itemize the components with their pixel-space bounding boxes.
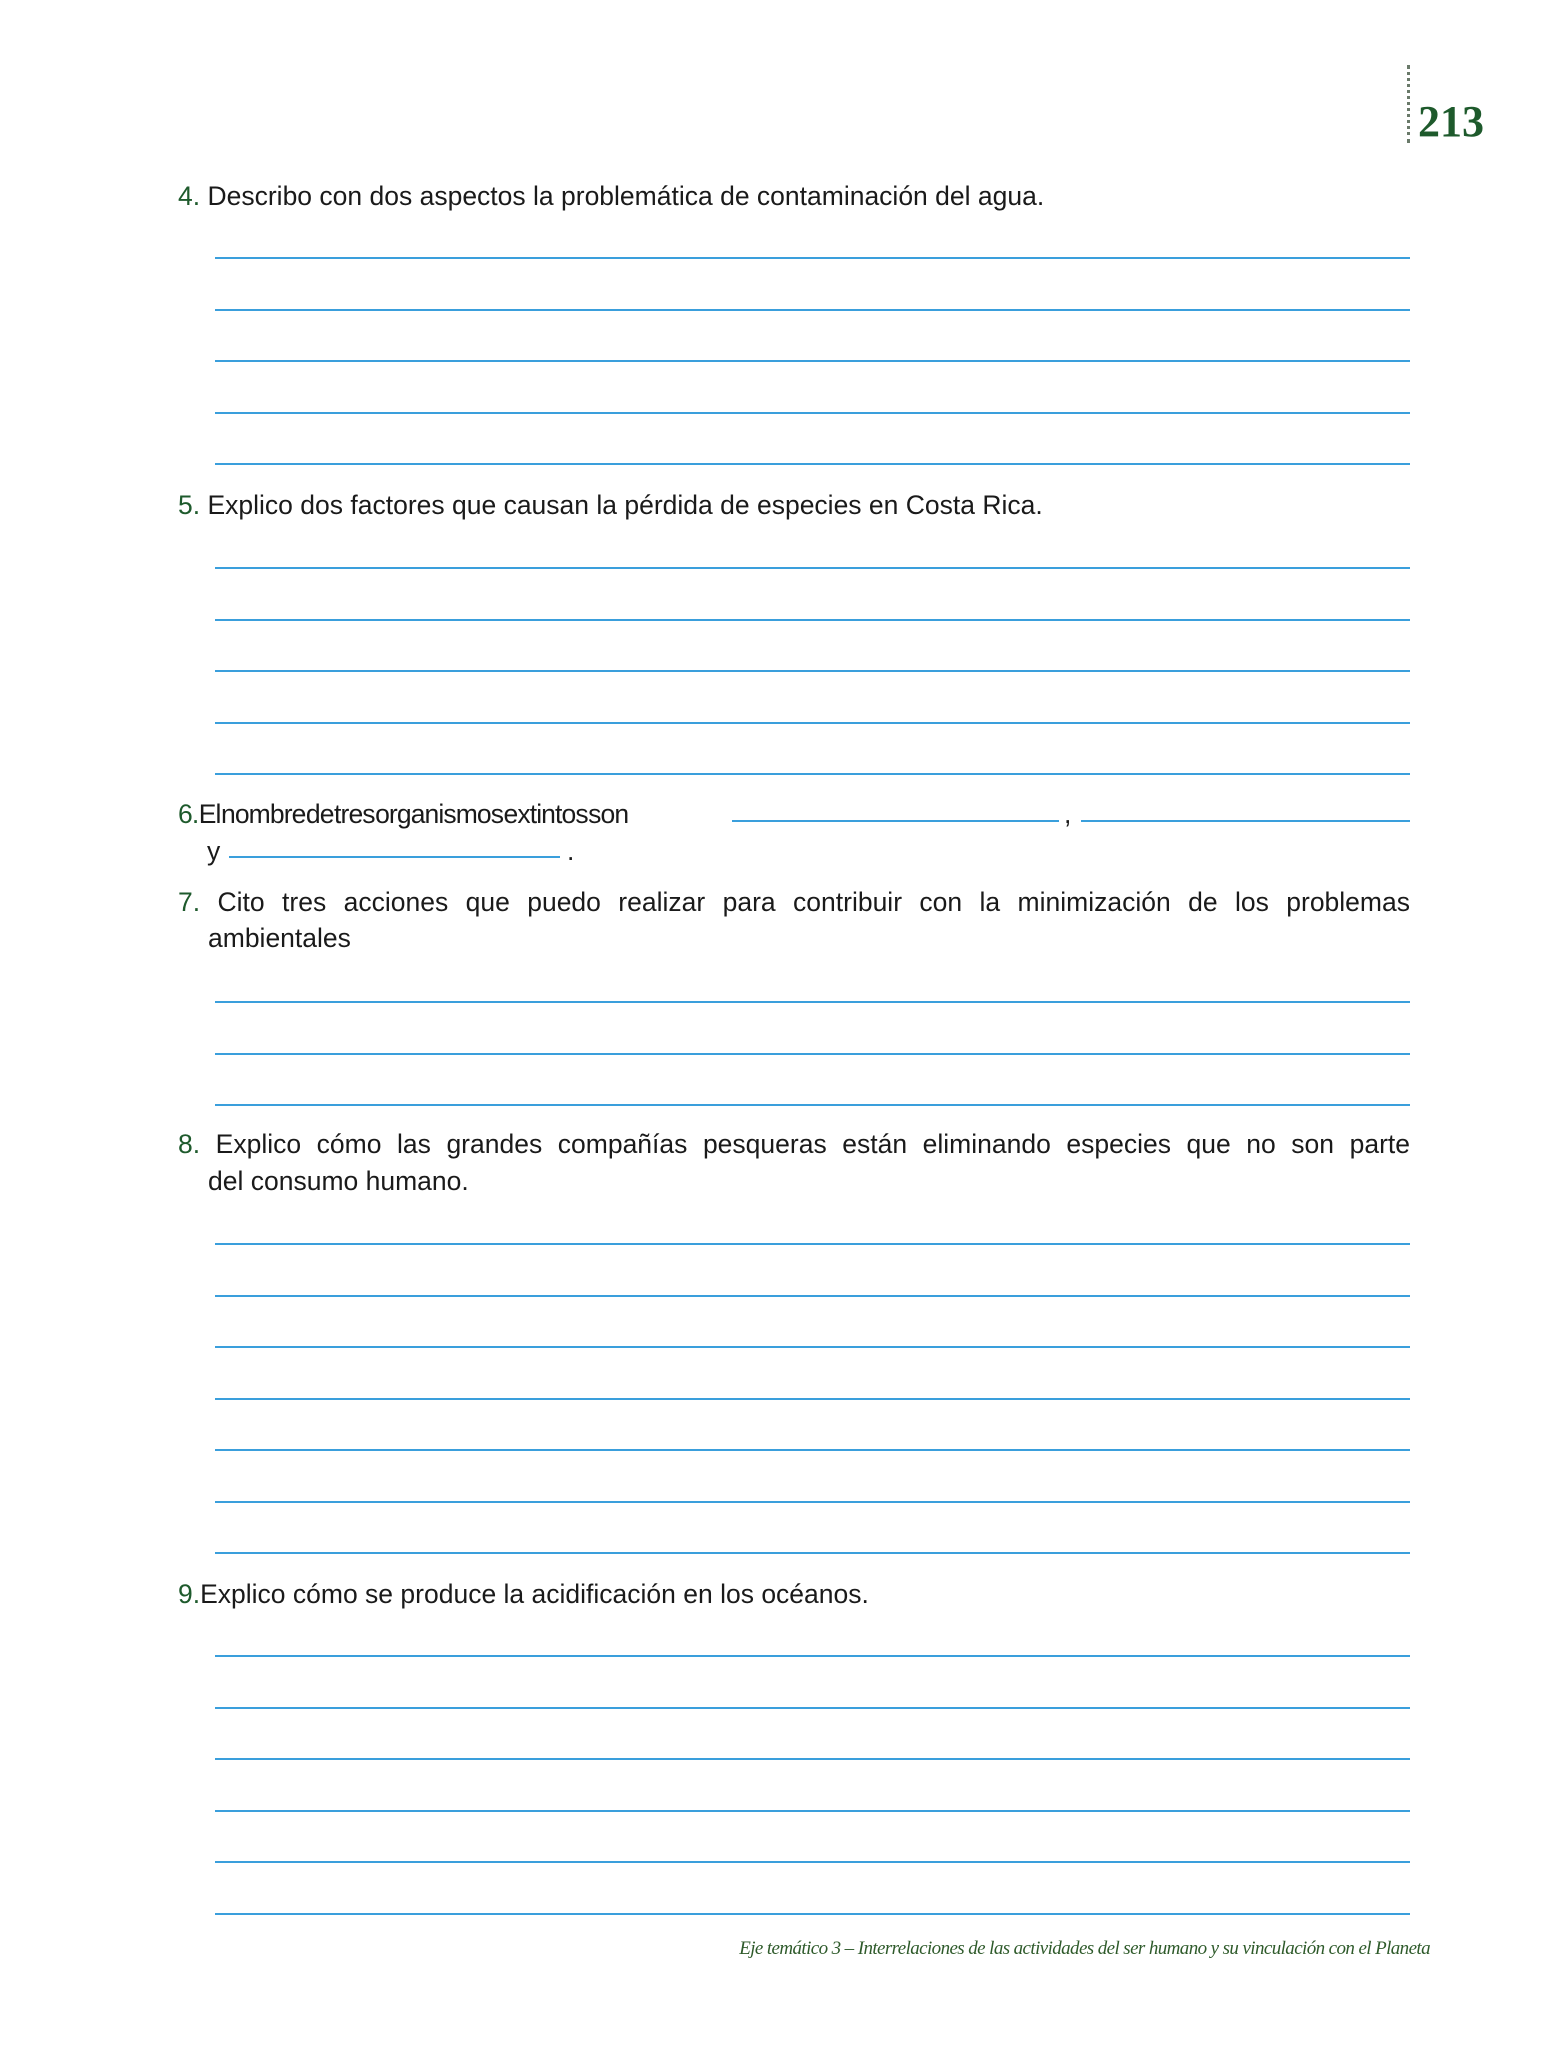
question-text-line2: del consumo humano. (208, 1166, 469, 1196)
answer-line[interactable] (215, 412, 1410, 414)
answer-line[interactable] (215, 1449, 1410, 1451)
answer-line[interactable] (215, 1104, 1410, 1106)
question-9 (178, 1578, 869, 1610)
answer-line[interactable] (215, 1398, 1410, 1400)
answer-line[interactable] (215, 1243, 1410, 1245)
answer-line[interactable] (215, 1913, 1410, 1915)
answer-line[interactable] (215, 1707, 1410, 1709)
answer-line[interactable] (215, 360, 1410, 362)
question-8 (178, 1128, 1410, 1160)
answer-line[interactable] (215, 773, 1410, 775)
dotted-divider (1407, 65, 1410, 143)
answer-line[interactable] (215, 1001, 1410, 1003)
answer-line[interactable] (215, 1501, 1410, 1503)
question-number: 9. (178, 1579, 201, 1609)
question-number: 4. (178, 181, 201, 211)
question-number: 6. (178, 799, 199, 829)
answer-line[interactable] (215, 1053, 1410, 1055)
question-text-line2: ambientales (208, 923, 351, 953)
answer-line[interactable] (215, 1758, 1410, 1760)
answer-line[interactable] (215, 1655, 1410, 1657)
answer-line[interactable] (215, 1552, 1410, 1554)
question-text: Explico cómo se produce la acidificación en los océanos. (200, 1579, 869, 1609)
question-number: 5. (178, 490, 201, 520)
question-7 (178, 886, 1410, 918)
answer-line[interactable] (215, 1346, 1410, 1348)
answer-blank-1[interactable] (732, 820, 1059, 822)
answer-blank-2[interactable] (1081, 820, 1410, 822)
question-4 (178, 180, 1044, 212)
answer-line[interactable] (215, 722, 1410, 724)
conjunction-y: y (207, 836, 221, 866)
answer-line[interactable] (215, 567, 1410, 569)
answer-line[interactable] (215, 670, 1410, 672)
question-number: 8. (178, 1129, 201, 1159)
question-text-line1: Cito tres acciones que puedo realizar para contribuir con la minimización de los problemas (217, 887, 1410, 917)
page-number: 213 (1418, 97, 1484, 146)
question-text: El nombre de tres organismos extintos son (198, 799, 629, 829)
answer-line[interactable] (215, 309, 1410, 311)
footer-text: Eje temático 3 – Interrelaciones de las actividades del ser humano y su vinculación con el Planeta (739, 1938, 1430, 1959)
question-5 (178, 489, 1043, 521)
comma: , (1064, 799, 1072, 829)
question-text: Describo con dos aspectos la problemática de contaminación del agua. (207, 181, 1045, 211)
answer-line[interactable] (215, 1810, 1410, 1812)
answer-line[interactable] (215, 1861, 1410, 1863)
question-number: 7. (178, 887, 201, 917)
question-text-line1: Explico cómo las grandes compañías pesqueras están eliminando especies que no son parte (215, 1129, 1410, 1159)
period: . (567, 836, 575, 866)
question-6 (178, 798, 628, 830)
question-text: Explico dos factores que causan la pérdida de especies en Costa Rica. (207, 490, 1043, 520)
answer-line[interactable] (215, 257, 1410, 259)
answer-line[interactable] (215, 1295, 1410, 1297)
answer-blank-3[interactable] (229, 856, 560, 858)
answer-line[interactable] (215, 463, 1410, 465)
answer-line[interactable] (215, 619, 1410, 621)
